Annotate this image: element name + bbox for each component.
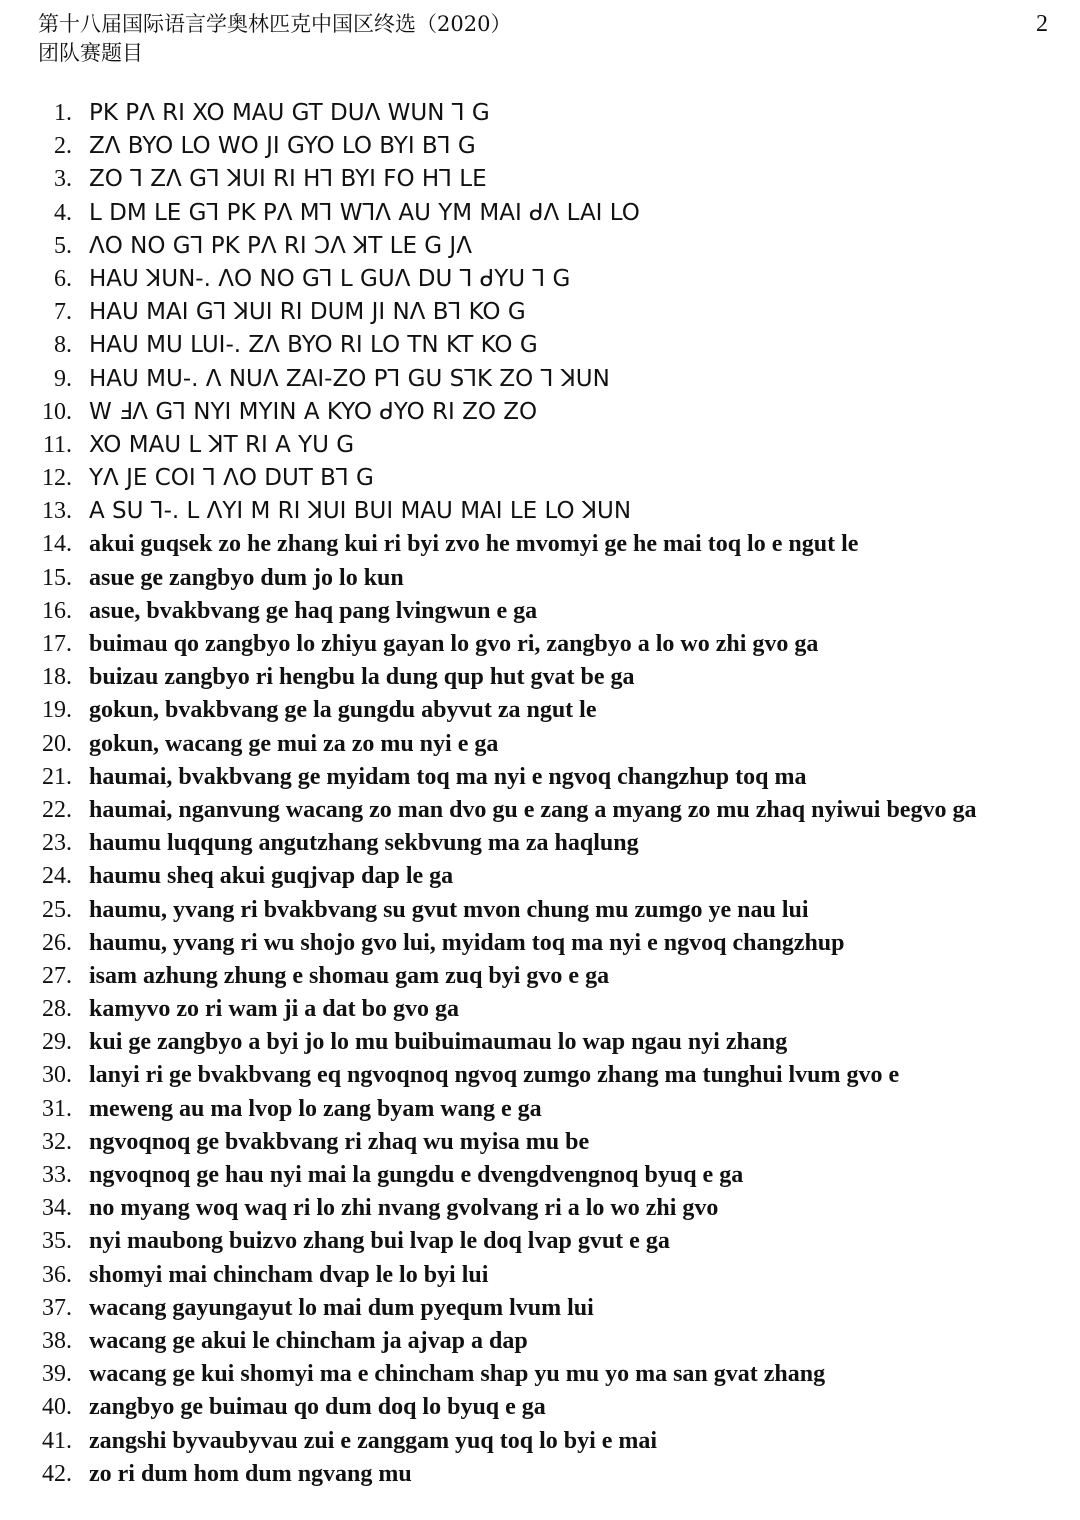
item-number: 27. [42, 962, 72, 989]
script-sentence: PK PΛ RI XO MAU GT DUΛ WUN ꓶ G [89, 100, 490, 126]
sentence-item [0, 1126, 1080, 1159]
item-number: 39. [42, 1361, 72, 1388]
sentence-item [0, 1225, 1080, 1258]
transliterated-sentence: no myang woq waq ri lo zhi nvang gvolvang ri a lo wo zhi gvo [89, 1195, 719, 1222]
sentence-item [0, 429, 1080, 462]
item-number: 22. [42, 796, 72, 823]
item-number: 2. [54, 133, 72, 160]
sentence-item [0, 960, 1080, 993]
sentence-item [0, 1458, 1080, 1491]
sentence-item [0, 495, 1080, 528]
sentence-item [0, 761, 1080, 794]
item-number: 35. [42, 1228, 72, 1255]
script-sentence: HAU MU LUI-. ZΛ BYO RI LO TN KT KO G [89, 332, 538, 359]
sentence-item [0, 1259, 1080, 1292]
item-number: 5. [54, 232, 72, 259]
sentence-item [0, 1159, 1080, 1192]
sentence-list [0, 97, 1080, 1491]
item-number: 6. [54, 265, 72, 292]
page-number: 2 [1036, 11, 1048, 37]
item-number: 31. [42, 1095, 72, 1122]
transliterated-sentence: haumai, nganvung wacang zo man dvo gu e zang a myang zo mu zhaq nyiwui begvo ga [89, 796, 977, 823]
sentence-item [0, 1391, 1080, 1424]
script-sentence: A SU ꓶ-. L ΛYI M RI ꓘUI BUI MAU MAI LE LO ꓘUN [89, 498, 632, 525]
item-number: 10. [42, 398, 72, 425]
sentence-item [0, 694, 1080, 727]
item-number: 24. [42, 863, 72, 890]
item-number: 19. [42, 697, 72, 724]
script-sentence: ZO ꓶ ZΛ Gꓶ ꓘUI RI Hꓶ BYI FO Hꓶ LE [89, 166, 487, 193]
item-number: 29. [42, 1029, 72, 1056]
transliterated-sentence: gokun, bvakbvang ge la gungdu abyvut za ngut le [89, 697, 597, 724]
transliterated-sentence: ngvoqnoq ge bvakbvang ri zhaq wu myisa mu be [89, 1128, 590, 1155]
item-number: 17. [42, 631, 72, 657]
script-sentence: YΛ JE COI ꓶ ΛO DUT Bꓶ G [89, 465, 374, 492]
sentence-item [0, 661, 1080, 694]
sentence-item [0, 1093, 1080, 1126]
item-number: 3. [54, 166, 72, 193]
item-number: 30. [42, 1062, 72, 1089]
item-number: 16. [42, 597, 72, 624]
transliterated-sentence: nyi maubong buizvo zhang bui lvap le doq lvap gvut e ga [89, 1228, 670, 1255]
sentence-item [0, 329, 1080, 362]
sentence-item [0, 1292, 1080, 1325]
script-sentence: ZΛ BYO LO WO JI GYO LO BYI Bꓶ G [89, 133, 476, 160]
item-number: 40. [42, 1394, 72, 1421]
transliterated-sentence: buimau qo zangbyo lo zhiyu gayan lo gvo ri, zangbyo a lo wo zhi gvo ga [89, 631, 819, 657]
transliterated-sentence: haumu, yvang ri bvakbvang su gvut mvon chung mu zumgo ye nau lui [89, 896, 809, 923]
sentence-item [0, 993, 1080, 1026]
script-sentence: HAU MAI Gꓶ ꓘUI RI DUM JI NΛ Bꓶ KO G [89, 299, 526, 326]
transliterated-sentence: haumu, yvang ri wu shojo gvo lui, myidam toq ma nyi e ngvoq changzhup [89, 929, 845, 956]
document-subtitle: 团队赛题目 [38, 41, 143, 65]
transliterated-sentence: wacang gayungayut lo mai dum pyequm lvum lui [89, 1294, 594, 1321]
item-number: 18. [42, 664, 72, 691]
transliterated-sentence: zangbyo ge buimau qo dum doq lo byuq e ga [89, 1394, 546, 1421]
sentence-item [0, 1358, 1080, 1391]
sentence-item [0, 462, 1080, 495]
transliterated-sentence: asue ge zangbyo dum jo lo kun [89, 564, 404, 591]
item-number: 25. [42, 896, 72, 923]
script-sentence: HAU ꓘUN-. ΛO NO Gꓶ L GUΛ DU ꓶ ᑯYU ꓶ G [89, 265, 571, 292]
sentence-item [0, 1026, 1080, 1059]
transliterated-sentence: kamyvo zo ri wam ji a dat bo gvo ga [89, 996, 459, 1023]
transliterated-sentence: lanyi ri ge bvakbvang eq ngvoqnoq ngvoq zumgo zhang ma tunghui lvum gvo e [89, 1062, 900, 1089]
script-sentence: HAU MU-. Λ NUΛ ZAI-ZO Pꓶ GU SꓶK ZO ꓶ ꓘUN [89, 365, 610, 392]
document-title: 第十八届国际语言学奥林匹克中国区终选（2020） [38, 12, 512, 36]
transliterated-sentence: gokun, wacang ge mui za zo mu nyi e ga [89, 730, 499, 757]
transliterated-sentence: kui ge zangbyo a byi jo lo mu buibuimaumau lo wap ngau nyi zhang [89, 1029, 788, 1056]
sentence-item [0, 396, 1080, 429]
transliterated-sentence: shomyi mai chincham dvap le lo byi lui [89, 1261, 489, 1288]
transliterated-sentence: buizau zangbyo ri hengbu la dung qup hut gvat be ga [89, 664, 635, 691]
sentence-item [0, 728, 1080, 761]
sentence-item [0, 197, 1080, 230]
item-number: 36. [42, 1261, 72, 1288]
item-number: 8. [54, 332, 72, 359]
item-number: 32. [42, 1128, 72, 1155]
sentence-item [0, 363, 1080, 396]
sentence-item [0, 163, 1080, 196]
script-sentence: L DM LE Gꓶ PK PΛ Mꓶ WꓶΛ AU YM MAI ᑯΛ LAI LO [89, 199, 640, 226]
sentence-item [0, 1192, 1080, 1225]
transliterated-sentence: wacang ge akui le chincham ja ajvap a dap [89, 1327, 528, 1354]
sentence-item [0, 296, 1080, 329]
sentence-item [0, 230, 1080, 263]
item-number: 28. [42, 996, 72, 1023]
transliterated-sentence: haumai, bvakbvang ge myidam toq ma nyi e ngvoq changzhup toq ma [89, 763, 807, 790]
sentence-item [0, 130, 1080, 163]
item-number: 1. [54, 100, 72, 126]
transliterated-sentence: ngvoqnoq ge hau nyi mai la gungdu e dvengdvengnoq byuq e ga [89, 1162, 744, 1188]
sentence-item [0, 1325, 1080, 1358]
item-number: 34. [42, 1195, 72, 1222]
item-number: 37. [42, 1294, 72, 1321]
sentence-item [0, 1059, 1080, 1092]
sentence-item [0, 628, 1080, 661]
item-number: 42. [42, 1460, 72, 1487]
sentence-item [0, 927, 1080, 960]
transliterated-sentence: wacang ge kui shomyi ma e chincham shap yu mu yo ma san gvat zhang [89, 1361, 826, 1388]
transliterated-sentence: haumu sheq akui guqjvap dap le ga [89, 863, 454, 890]
sentence-item [0, 860, 1080, 893]
item-number: 41. [42, 1427, 72, 1454]
script-sentence: W ꓞΛ Gꓶ NYI MYIN A KYO ᑯYO RI ZO ZO [89, 398, 538, 425]
item-number: 13. [42, 498, 72, 525]
page-header [38, 10, 1048, 68]
item-number: 38. [42, 1327, 72, 1354]
sentence-item [0, 794, 1080, 827]
sentence-item [0, 1425, 1080, 1458]
item-number: 9. [54, 365, 72, 392]
sentence-item [0, 894, 1080, 927]
item-number: 11. [42, 431, 72, 458]
sentence-item [0, 562, 1080, 595]
transliterated-sentence: akui guqsek zo he zhang kui ri byi zvo he mvomyi ge he mai toq lo e ngut le [89, 531, 859, 558]
item-number: 20. [42, 730, 72, 757]
item-number: 23. [42, 830, 72, 857]
item-number: 26. [42, 929, 72, 956]
sentence-item [0, 263, 1080, 296]
transliterated-sentence: haumu luqqung angutzhang sekbvung ma za haqlung [89, 830, 639, 857]
item-number: 12. [42, 465, 72, 492]
item-number: 14. [42, 531, 72, 558]
transliterated-sentence: zangshi byvaubyvau zui e zanggam yuq toq lo byi e mai [89, 1427, 658, 1454]
script-sentence: XO MAU L ꓘT RI A YU G [89, 431, 355, 458]
script-sentence: ΛO NO Gꓶ PK PΛ RI ƆΛ ꓘT LE G JΛ [89, 232, 472, 259]
transliterated-sentence: zo ri dum hom dum ngvang mu [89, 1460, 412, 1487]
sentence-item [0, 595, 1080, 628]
item-number: 15. [42, 564, 72, 591]
sentence-item [0, 827, 1080, 860]
transliterated-sentence: meweng au ma lvop lo zang byam wang e ga [89, 1095, 542, 1122]
item-number: 7. [54, 299, 72, 326]
item-number: 33. [42, 1162, 72, 1188]
transliterated-sentence: isam azhung zhung e shomau gam zuq byi gvo e ga [89, 962, 610, 989]
item-number: 4. [54, 199, 72, 226]
sentence-item [0, 528, 1080, 561]
sentence-item [0, 97, 1080, 130]
transliterated-sentence: asue, bvakbvang ge haq pang lvingwun e ga [89, 597, 538, 624]
item-number: 21. [42, 763, 72, 790]
